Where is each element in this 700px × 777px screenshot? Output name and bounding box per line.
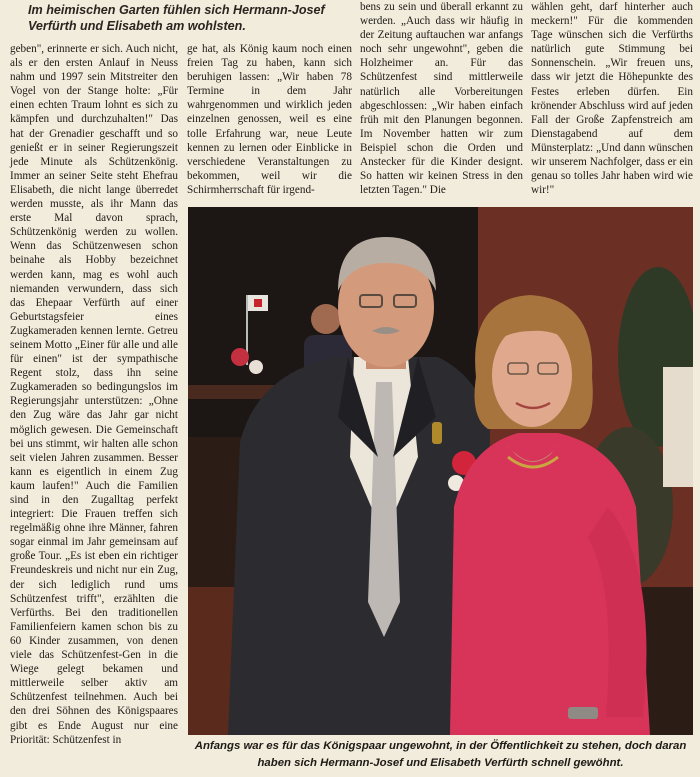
text-column-2 — [187, 42, 352, 200]
couple-photo — [188, 207, 693, 735]
column-3-text: bens zu sein und überall erkannt zu werden. „Auch dass wir häufig in der Zeitung auftauchen war anfangs noch sehr ungewohnt", geben die Holzheimer an. Für das Schützenfest sind mittlerweile natürlich alle Vorbereitungen abgeschlossen: „Wir haben einfach früh mit den Planungen begonnen. Im November hatten wir zum Beispiel schon die Orden und Anstecker für die Kinder designt. So hatten wir keinen Stress in den letzten Tagen." Die — [360, 1, 523, 197]
couple-photo-illustration — [188, 207, 693, 735]
column-2-text: ge hat, als König kaum noch einen freien Tag zu haben, kann sich beruhigen lassen: „Wir haben 78 Termine in dem Jahr wahrgenommen und wirklich jeden einzelnen genossen, weil es eine tolle Erfahrung war, neue Leute kennen zu lernen oder Einblicke in verschiedene Veranstaltungen zu bekommen, weil wir die Schirmherrschaft für irgend- — [187, 43, 352, 196]
text-column-4 — [531, 0, 693, 200]
photo-caption: Anfangs war es für das Königspaar ungewohnt, in der Öffentlichkeit zu stehen, doch daran haben sich Hermann-Josef und Elisabeth Verfürth schnell gewöhnt. — [194, 740, 687, 769]
text-column-3 — [360, 0, 523, 200]
column-4-text: wählen geht, darf hinterher auch meckern!" Für die kommenden Tage wünschen sich die Verfürths natürlich gute Stimmung bei Sonnenschein. „Wir freuen uns, dass wir jetzt die Höhepunkte des Festes erleben dürfen. Ein krönender Abschluss wird auf jeden Fall der Große Zapfenstreich am Dienstagabend auf dem Münsterplatz: „Und dann wünschen wir unserem Nachfolger, dass er ein genau so tolles Jahr haben wird wie wir!" — [531, 1, 693, 197]
column-1-text: geben", erinnerte er sich. Auch nicht, als er den ersten Anlauf in Neuss nahm und 1997 sein Mitstreiter den Vogel von der Stange holte: „Für einen echten Traum lohnt es sich zu kämpfen und durchzuhalten!" Das hat der Grenadier geschafft und so genießt er in seiner Regierungszeit jede Minute als Schützenkönig. Immer an seiner Seite steht Ehefrau Elisabeth, die nicht lange überredet werden musste, als ihr Mann das erste Mal davon sprach, Schützenkönig werden zu wollen. Wenn das Schützenwesen schon beinahe als Hobby bezeichnet werden kann, mag es wohl auch niemanden verwundern, dass sich das Ehepaar Verfürth auf einer Geburtstagsfeier eines Zugkameraden kennen lernte. Getreu seinem Motto „Einer für alle und alle für einen" ist der sympathische Regent stolz, dass ihn seine Zugkameraden so bedingungslos im Regierungsjahr unterstützen: „Ohne den Zug wäre das Jahr gar nicht möglich gewesen. Die Gemeinschaft bei uns stimmt, wir halten alle schon seit vielen Jahren zusammen. Besser kann es eigentlich in einem Zug kaum laufen!" Auch die Familien sind in den Zugalltag perfekt integriert: Die Frauen treffen sich regelmäßig ohne ihre Männer, fahren sogar einmal im Jahr gemeinsam auf große Tour. „Es ist eben ein richtiger Freundeskreis und nicht nur ein Zug, der sich lediglich rund ums Schützenfest trifft", erzählten die Verfürths. Bei den traditionellen Familienfeiern kamen schon bis zu 60 Kinder zusammen, von denen viele das Schützenfest-Gen in die Wiege gelegt bekamen und mittlerweile selber aktiv am Schützenfest teilnehmen. Auch bei den drei Söhnen des Königspaares gibt es Ende August nur eine Priorität: Schützenfest in — [10, 43, 178, 746]
text-column-1 — [10, 42, 178, 772]
article-headline: Im heimischen Garten fühlen sich Hermann-Josef Verfürth und Elisabeth am wohlsten. — [28, 3, 325, 33]
